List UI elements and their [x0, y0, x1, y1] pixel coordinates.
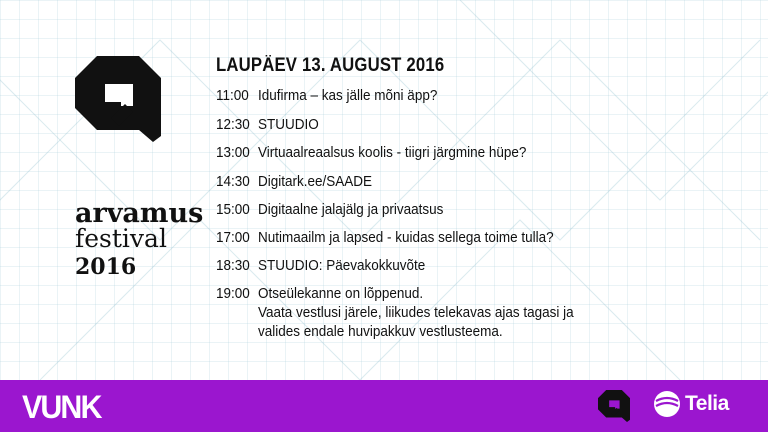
- item-note-line: Vaata vestlusi järele, liikudes telekavas ajas tagasi ja: [258, 304, 574, 321]
- item-time: 13:00: [216, 144, 250, 161]
- item-time: 15:00: [216, 201, 250, 218]
- festival-mark-small-icon: [598, 390, 630, 422]
- telia-pebble-icon: [652, 389, 682, 419]
- item-title: Nutimaailm ja lapsed - kuidas sellega toime tulla?: [258, 229, 554, 246]
- item-note-line: valides endale huvipakkuv vestlusteema.: [258, 323, 503, 340]
- arvamusfestival-logo: [60, 52, 210, 280]
- vunk-logo: VUNK: [22, 389, 101, 425]
- item-time: 17:00: [216, 229, 250, 246]
- item-title: STUUDIO: [258, 116, 319, 133]
- item-time: 14:30: [216, 173, 250, 190]
- item-title: Virtuaalreaalsus koolis - tiigri järgmine hüpe?: [258, 144, 527, 161]
- logo-line-festival: festival: [75, 224, 167, 253]
- festival-mark-icon: [75, 56, 161, 142]
- telia-logo: Telia: [685, 392, 729, 415]
- item-title: Digitaalne jalajälg ja privaatsus: [258, 201, 444, 218]
- item-time: 19:00: [216, 285, 250, 302]
- logo-line-arvamus: arvamus: [75, 198, 204, 229]
- logo-year: 2016: [75, 254, 137, 280]
- program-schedule: [216, 55, 736, 340]
- sponsor-footer: [0, 380, 768, 432]
- item-title: Idufirma – kas jälle mõni äpp?: [258, 87, 438, 104]
- item-title: Otseülekanne on lõppenud.: [258, 285, 424, 302]
- item-time: 18:30: [216, 257, 250, 274]
- item-time: 11:00: [216, 87, 249, 104]
- item-title: Digitark.ee/SAADE: [258, 173, 373, 190]
- item-time: 12:30: [216, 116, 250, 133]
- item-title-block: [258, 284, 574, 341]
- item-title: STUUDIO: Päevakokkuvõte: [258, 257, 426, 274]
- schedule-date-heading: LAUPÄEV 13. AUGUST 2016: [216, 55, 445, 76]
